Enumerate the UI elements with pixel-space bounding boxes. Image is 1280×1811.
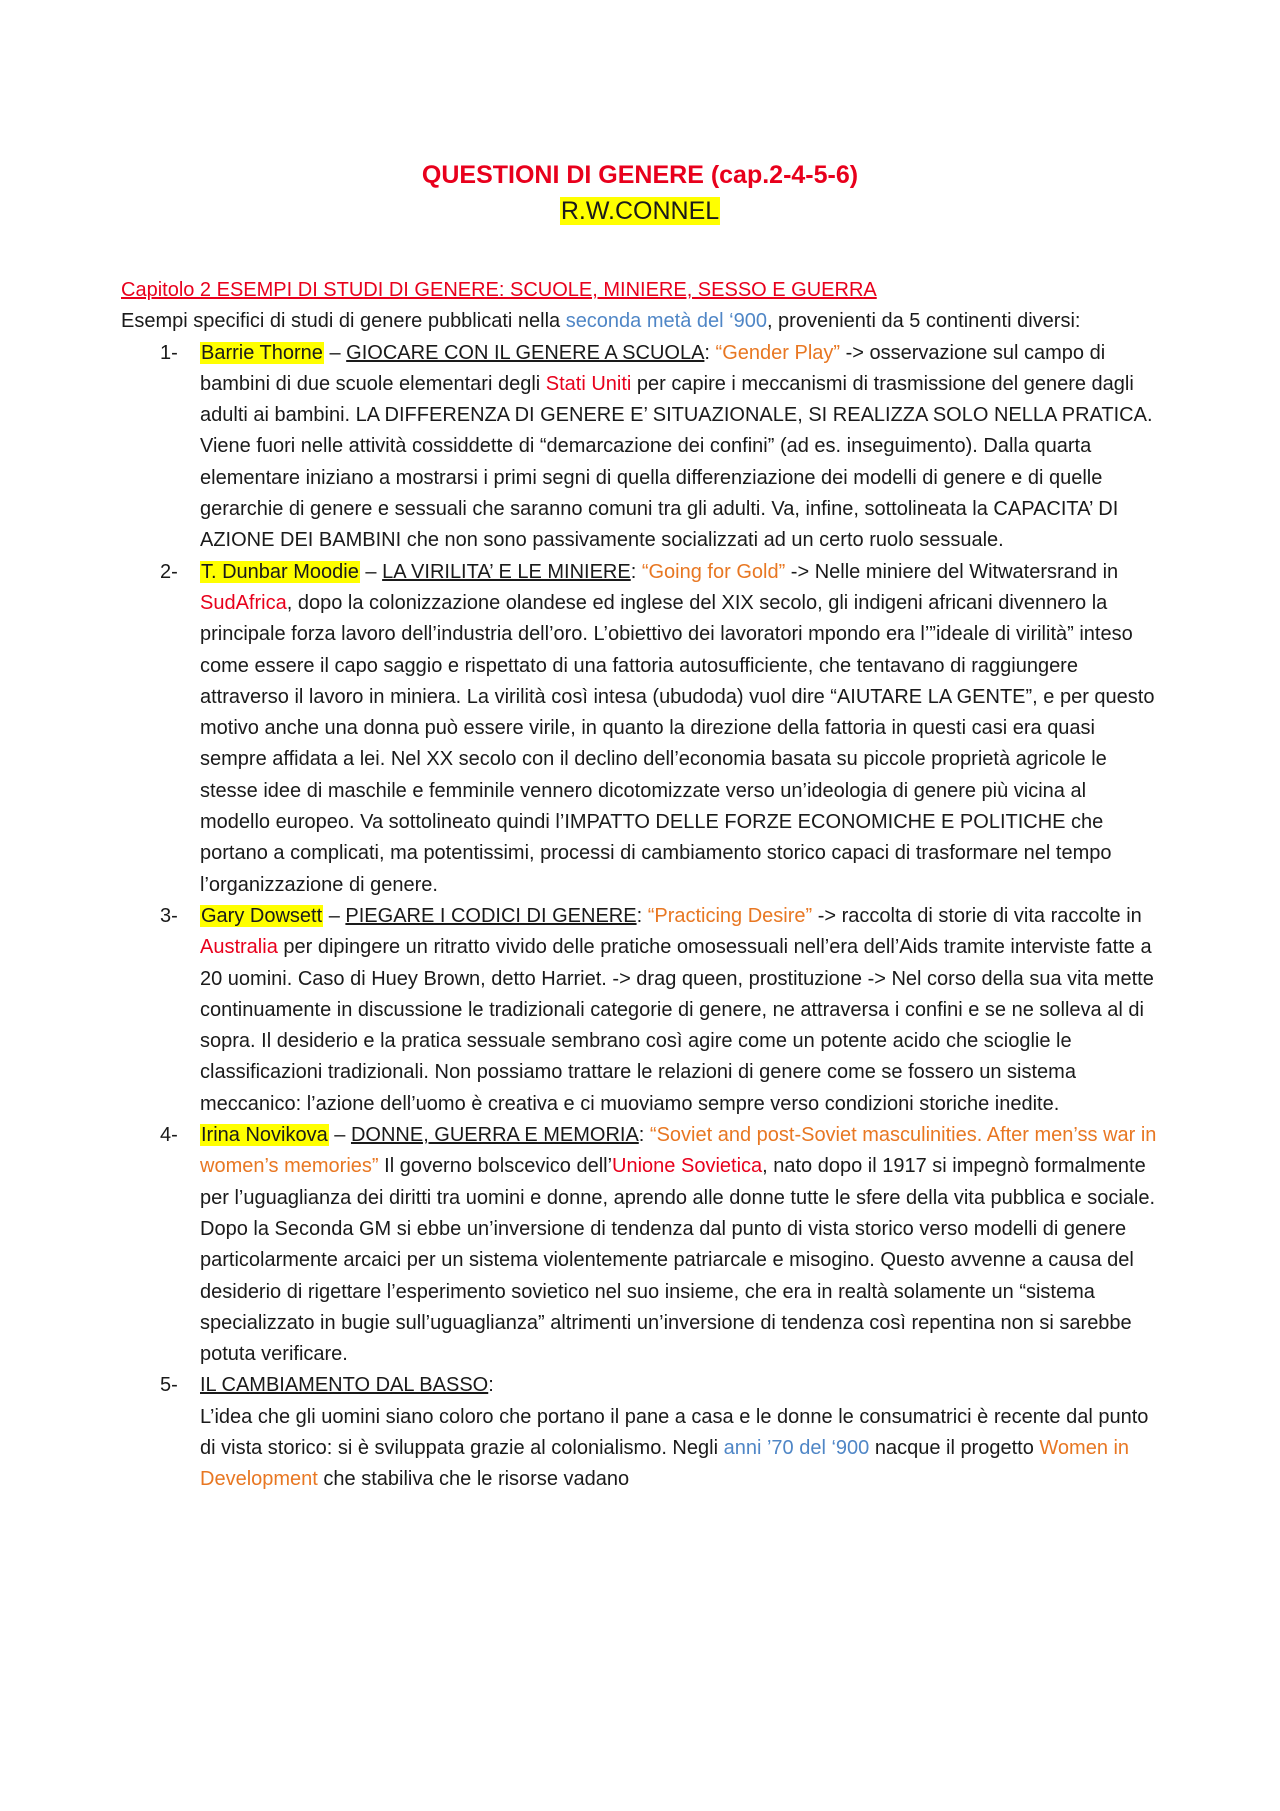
work-title: “Soviet and post-Soviet masculinities. After men’ss war in women’s memories” [200, 1124, 1157, 1178]
place-name: SudAfrica [200, 591, 287, 614]
study-item-2: 2- T. Dunbar Moodie – LA VIRILITA’ E LE MINIERE: “Going for Gold” -> Nelle miniere del Witwatersrand in SudAfrica, dopo la colonizzazione olandese ed inglese del XIX secolo, gli indigeni africani divennero la principale forza lavoro dell’industria dell’oro. L’obiettivo dei lavoratori mpondo era l’”ideale di virilità” inteso come essere il capo saggio e rispettato di una fattoria autosufficiente, che tentavano di raggiungere attraverso il lavoro in miniera. La virilità così intesa (ubudoda) vuol dire “AIUTARE LA GENTE”, e per questo motivo anche una donna può essere virile, in quanto la direzione della fattoria in questi casi era quasi sempre affidata a lei. Nel XX secolo con il declino dell’economia basata su piccole proprietà agricole le stesse idee di maschile e femminile vennero dicotomizzate verso un’ideologia di genere più vicina al modello europeo. Va sottolineato quindi l’IMPATTO DELLE FORZE ECONOMICHE E POLITICHE che portano a complicati, ma potentissimi, processi di cambiamento storico capaci di trasformare nel tempo l’organizzazione di genere. [121, 557, 1161, 901]
place-name: Unione Sovietica [612, 1155, 763, 1178]
period-blue: anni ’70 del ‘900 [723, 1436, 870, 1459]
study-topic: LA VIRILITA’ E LE MINIERE [382, 560, 631, 583]
study-item-5: 5- IL CAMBIAMENTO DAL BASSO: L’idea che gli uomini siano coloro che portano il pane a casa e le donne le consumatrici è recente dal punto di vista storico: si è sviluppata grazie al colonialismo. Negli anni ’70 del ‘900 nacque il progetto Women in Development che stabiliva che le risorse vadano [121, 1370, 1161, 1495]
period-blue: seconda metà del ‘900 [565, 310, 767, 333]
study-topic: DONNE, GUERRA E MEMORIA [350, 1124, 639, 1147]
work-title: “Practicing Desire” [647, 904, 813, 927]
author-highlight: R.W.CONNEL [560, 197, 720, 225]
study-topic: GIOCARE CON IL GENERE A SCUOLA [346, 341, 705, 364]
study-topic: IL CAMBIAMENTO DAL BASSO [200, 1374, 489, 1397]
chapter-heading: Capitolo 2 ESEMPI DI STUDI DI GENERE: SCUOLE, MINIERE, SESSO E GUERRA [121, 279, 877, 301]
item-number: 2- [160, 560, 178, 583]
study-item-3: 3- Gary Dowsett – PIEGARE I CODICI DI GENERE: “Practicing Desire” -> raccolta di storie di vita raccolte in Australia per dipingere un ritratto vivido delle pratiche omosessuali nell’era dell’Aids tramite interviste fatte a 20 uomini. Caso di Huey Brown, detto Harriet. -> drag queen, prostituzione -> Nel corso della sua vita mette continuamente in discussione le tradizionali categorie di genere, ne attraversa i confini e se ne solleva al di sopra. Il desiderio e la pratica sessuale sembrano così agire come un potente acido che scioglie le classificazioni tradizionali. Non possiamo trattare le relazioni di genere come se fossero un sistema meccanico: l’azione dell’uomo è creativa e ci muoviamo sempre verso condizioni storiche inedite. [121, 901, 1161, 1120]
item-number: 3- [160, 904, 178, 927]
place-name: Australia [200, 936, 278, 959]
document-title: QUESTIONI DI GENERE (cap.2-4-5-6) [421, 161, 859, 189]
work-title: “Gender Play” [715, 341, 841, 364]
study-list [121, 338, 1161, 1496]
document-author [0, 193, 1280, 229]
study-item-1: 1- Barrie Thorne – GIOCARE CON IL GENERE A SCUOLA: “Gender Play” -> osservazione sul campo di bambini di due scuole elementari degli Stati Uniti per capire i meccanismi di trasmissione del genere dagli adulti ai bambini. LA DIFFERENZA DI GENERE E’ SITUAZIONALE, SI REALIZZA SOLO NELLA PRATICA. Viene fuori nelle attività cossiddette di “demarcazione dei confini” (ad es. inseguimento). Dalla quarta elementare iniziano a mostrarsi i primi segni di quella differenziazione dei modelli di genere e di quelle gerarchie di genere e sessuali che saranno comuni tra gli adulti. Va, infine, sottolineata la CAPACITA’ DI AZIONE DEI BAMBINI che non sono passivamente socializzati ad un certo ruolo sessuale. [121, 338, 1161, 557]
document-body [121, 275, 1161, 1496]
place-name: Stati Uniti [545, 372, 632, 395]
author-name: T. Dunbar Moodie [201, 560, 359, 583]
study-item-4: 4- Irina Novikova – DONNE, GUERRA E MEMORIA: “Soviet and post-Soviet masculinities. After men’ss war in women’s memories” Il governo bolscevico dell’Unione Sovietica, nato dopo il 1917 si impegnò formalmente per l’uguaglianza dei diritti tra uomini e donne, aprendo alle donne tutte le sfere della vita pubblica e sociale. Dopo la Seconda GM si ebbe un’inversione di tendenza dal punto di vista storico verso modelli di genere particolarmente arcaici per un sistema violentemente patriarcale e misogino. Questo avvenne a causa del desiderio di rigettare l’esperimento sovietico nel suo insieme, che era in realtà solamente un “sistema specializzato in bugie sull’uguaglianza” altrimenti un’inversione di tendenza così repentina non si sarebbe potuta verificare. [121, 1120, 1161, 1370]
item-number: 5- [160, 1374, 178, 1397]
study-topic: PIEGARE I CODICI DI GENERE [345, 904, 637, 927]
title-block [0, 157, 1280, 229]
author-name: Gary Dowsett [201, 904, 323, 927]
work-title: “Going for Gold” [641, 560, 786, 583]
project-name: Women in Development [200, 1436, 1130, 1491]
item-number: 4- [160, 1124, 178, 1147]
author-name: Barrie Thorne [201, 341, 323, 364]
intro-paragraph: Esempi specifici di studi di genere pubblicati nella seconda metà del ‘900, provenienti da 5 continenti diversi: [121, 310, 1081, 333]
author-name: Irina Novikova [201, 1124, 328, 1147]
item-number: 1- [160, 341, 178, 364]
